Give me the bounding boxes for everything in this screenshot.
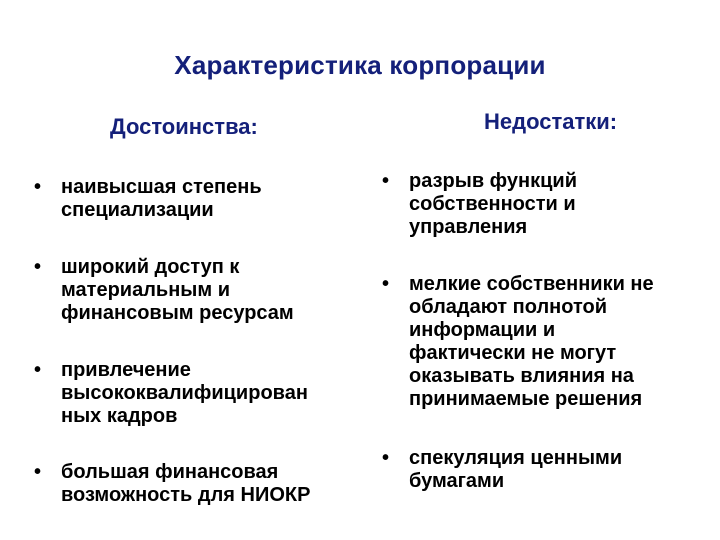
- bullet-icon: •: [34, 176, 42, 198]
- advantage-item-2-line-2: материальным и: [61, 279, 231, 301]
- disadvantages-heading: Недостатки:: [484, 109, 618, 134]
- advantages-heading: Достоинства:: [110, 114, 258, 139]
- advantage-item-3-line-3: ных кадров: [61, 405, 178, 427]
- advantage-item-2-line-1: широкий доступ к: [61, 256, 240, 278]
- disadvantage-item-3: [382, 447, 623, 493]
- advantage-item-3: [34, 359, 308, 428]
- advantage-item-4-line-2: возможность для НИОКР: [61, 484, 311, 506]
- slide-title: Характеристика корпорации: [174, 50, 546, 80]
- advantage-item-3-line-2: высококвалифицирован: [61, 382, 308, 404]
- disadvantage-item-2-line-5: оказывать влияния на: [409, 365, 634, 387]
- advantage-item-2: [34, 256, 294, 325]
- disadvantage-item-2-line-1: мелкие собственники не: [409, 273, 654, 295]
- disadvantage-item-1-line-3: управления: [409, 216, 528, 238]
- bullet-icon: •: [34, 256, 42, 278]
- disadvantage-item-2-line-6: принимаемые решения: [409, 388, 643, 410]
- disadvantage-item-1-line-1: разрыв функций: [409, 170, 578, 192]
- advantage-item-4-line-1: большая финансовая: [61, 461, 279, 483]
- bullet-icon: •: [34, 461, 42, 483]
- disadvantage-item-2-line-2: обладают полнотой: [409, 296, 607, 318]
- advantage-item-3-line-1: привлечение: [61, 359, 191, 381]
- bullet-icon: •: [382, 273, 390, 295]
- bullet-icon: •: [382, 170, 390, 192]
- advantage-item-1: [34, 176, 262, 222]
- disadvantage-item-2-line-4: фактически не могут: [409, 342, 617, 364]
- disadvantage-item-1-line-2: собственности и: [409, 193, 576, 215]
- bullet-icon: •: [382, 447, 390, 469]
- disadvantage-item-3-line-2: бумагами: [409, 470, 505, 492]
- advantage-item-4: [34, 461, 311, 507]
- disadvantage-item-2-line-3: информации и: [409, 319, 556, 341]
- advantage-item-2-line-3: финансовым ресурсам: [61, 302, 294, 324]
- disadvantage-item-1: [382, 170, 578, 239]
- advantage-item-1-line-2: специализации: [61, 199, 214, 221]
- bullet-icon: •: [34, 359, 42, 381]
- disadvantage-item-2: [382, 273, 654, 411]
- advantage-item-1-line-1: наивысшая степень: [61, 176, 262, 198]
- disadvantage-item-3-line-1: спекуляция ценными: [409, 447, 623, 469]
